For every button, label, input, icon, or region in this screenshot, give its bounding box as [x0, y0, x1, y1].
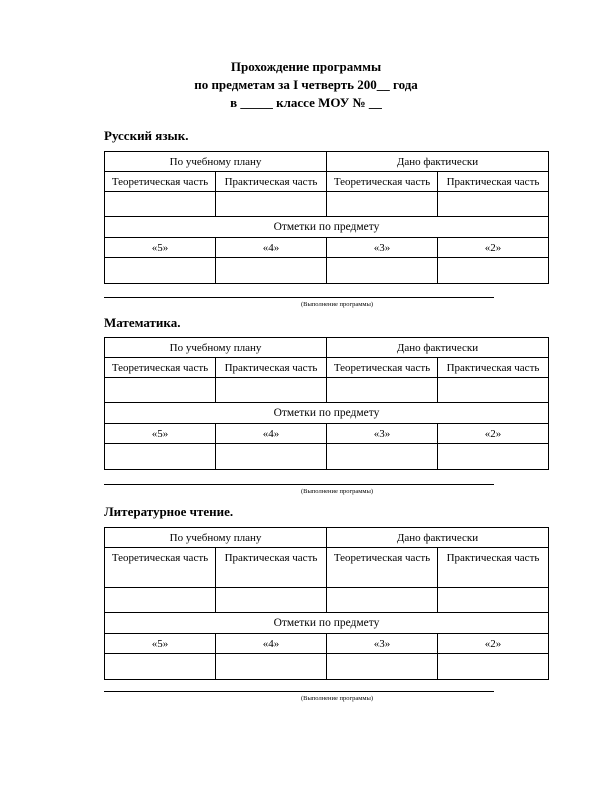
input-cell[interactable]: [216, 378, 327, 403]
mark-5-label: «5»: [105, 238, 216, 258]
mark-3-label: «3»: [327, 238, 438, 258]
mark-input-cell[interactable]: [438, 258, 549, 284]
sub-header-theory-plan: Теоретическая часть: [105, 548, 216, 588]
mark-input-cell[interactable]: [105, 444, 216, 470]
input-cell[interactable]: [327, 588, 438, 613]
mark-2-label: «2»: [438, 238, 549, 258]
section-heading-russian: Русский язык.: [104, 128, 189, 143]
input-cell[interactable]: [105, 378, 216, 403]
marks-header: Отметки по предмету: [105, 403, 549, 424]
mark-3-label: «3»: [327, 634, 438, 654]
input-cell[interactable]: [327, 378, 438, 403]
sub-header-theory-plan: Теоретическая часть: [105, 172, 216, 192]
input-cell[interactable]: [216, 192, 327, 217]
plan-header: По учебному плану: [105, 152, 327, 172]
signature-line: [104, 484, 494, 485]
sub-header-practice-plan: Практическая часть: [216, 548, 327, 588]
mark-2-label: «2»: [438, 634, 549, 654]
mark-2-label: «2»: [438, 424, 549, 444]
document-title-line-1: Прохождение программы: [230, 59, 382, 74]
mark-3-label: «3»: [327, 424, 438, 444]
input-cell[interactable]: [438, 378, 549, 403]
sub-header-practice-plan: Практическая часть: [216, 358, 327, 378]
sub-header-theory-fact: Теоретическая часть: [327, 358, 438, 378]
mark-input-cell[interactable]: [105, 258, 216, 284]
table-literature: [104, 527, 549, 680]
signature-line: [104, 297, 494, 298]
mark-4-label: «4»: [216, 424, 327, 444]
mark-input-cell[interactable]: [327, 444, 438, 470]
input-cell[interactable]: [105, 192, 216, 217]
input-cell[interactable]: [327, 192, 438, 217]
fact-header: Дано фактически: [327, 152, 549, 172]
sub-header-theory-fact: Теоретическая часть: [327, 548, 438, 588]
table-math: [104, 337, 549, 470]
sub-header-theory-fact: Теоретическая часть: [327, 172, 438, 192]
mark-5-label: «5»: [105, 424, 216, 444]
marks-header: Отметки по предмету: [105, 613, 549, 634]
mark-input-cell[interactable]: [327, 654, 438, 680]
input-cell[interactable]: [438, 192, 549, 217]
mark-input-cell[interactable]: [105, 654, 216, 680]
signature-caption: (Выполнение программы): [300, 488, 374, 495]
fact-header: Дано фактически: [327, 338, 549, 358]
fact-header: Дано фактически: [327, 528, 549, 548]
document-title-line-3: в _____ классе МОУ № __: [230, 95, 382, 110]
input-cell[interactable]: [216, 588, 327, 613]
mark-input-cell[interactable]: [327, 258, 438, 284]
table-russian: [104, 151, 549, 284]
mark-input-cell[interactable]: [216, 444, 327, 470]
mark-4-label: «4»: [216, 634, 327, 654]
document-title-line-2: по предметам за I четверть 200__ года: [194, 77, 418, 92]
mark-4-label: «4»: [216, 238, 327, 258]
mark-input-cell[interactable]: [438, 654, 549, 680]
sub-header-practice-fact: Практическая часть: [438, 172, 549, 192]
sub-header-practice-fact: Практическая часть: [438, 548, 549, 588]
mark-input-cell[interactable]: [216, 654, 327, 680]
sub-header-theory-plan: Теоретическая часть: [105, 358, 216, 378]
plan-header: По учебному плану: [105, 528, 327, 548]
signature-caption: (Выполнение программы): [300, 695, 374, 702]
plan-header: По учебному плану: [105, 338, 327, 358]
input-cell[interactable]: [105, 588, 216, 613]
signature-line: [104, 691, 494, 692]
section-heading-literature: Литературное чтение.: [104, 504, 234, 519]
mark-input-cell[interactable]: [216, 258, 327, 284]
signature-caption: (Выполнение программы): [300, 301, 374, 308]
input-cell[interactable]: [438, 588, 549, 613]
marks-header: Отметки по предмету: [105, 217, 549, 238]
sub-header-practice-fact: Практическая часть: [438, 358, 549, 378]
mark-input-cell[interactable]: [438, 444, 549, 470]
mark-5-label: «5»: [105, 634, 216, 654]
sub-header-practice-plan: Практическая часть: [216, 172, 327, 192]
section-heading-math: Математика.: [104, 315, 181, 330]
